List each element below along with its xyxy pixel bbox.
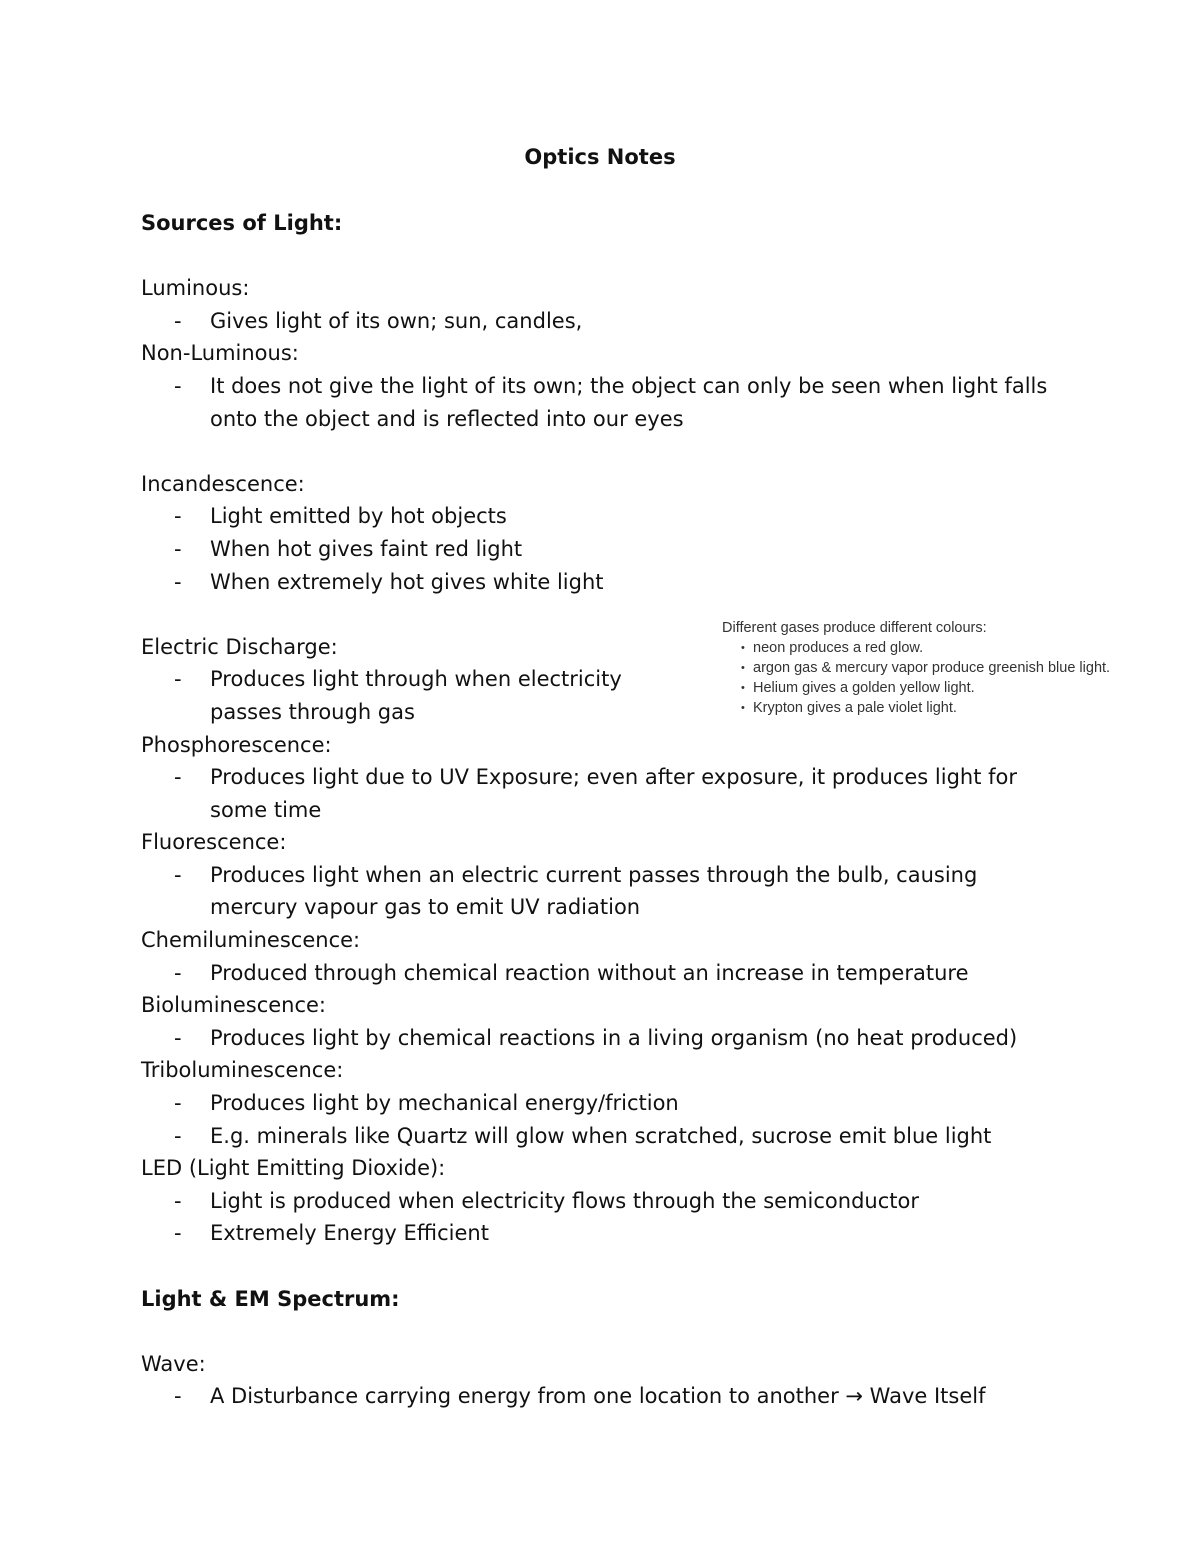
bullet-item: - E.g. minerals like Quartz will glow when scratched, sucrose emit blue light: [141, 1120, 1061, 1153]
gas-colours-note: [722, 618, 1110, 718]
term-bioluminescence: Bioluminescence:: [141, 993, 327, 1018]
bullet-item: - Light is produced when electricity flows through the semiconductor: [141, 1185, 1061, 1218]
bullet-item: - Produces light when an electric current passes through the bulb, causing mercury vapour gas to emit UV radiation: [141, 859, 990, 924]
bullet-item: - It does not give the light of its own; the object can only be seen when light falls onto the object and is reflected into our eyes: [141, 370, 1050, 435]
gas-colour-item: • argon gas & mercury vapor produce greenish blue light.: [722, 658, 1110, 678]
term-incandescence: Incandescence:: [141, 471, 305, 496]
section-heading-sources-of-light: Sources of Light:: [141, 211, 343, 235]
term-fluorescence: Fluorescence:: [141, 830, 287, 855]
term-led: LED (Light Emitting Dioxide):: [141, 1156, 446, 1181]
bullet-list: [141, 1022, 1061, 1055]
term-luminous: Luminous:: [141, 276, 250, 301]
gas-colours-note-heading: Different gases produce different colours:: [722, 620, 987, 636]
bullet-list: [141, 1087, 1061, 1152]
gas-colour-item: • Helium gives a golden yellow light.: [722, 678, 1110, 698]
bullet-list: [141, 500, 1061, 598]
term-electric-discharge: Electric Discharge:: [141, 634, 338, 659]
term-chemiluminescence: Chemiluminescence:: [141, 928, 361, 953]
bullet-item: - Produces light by chemical reactions in a living organism (no heat produced): [141, 1022, 1061, 1055]
document-title: Optics Notes: [524, 145, 676, 169]
gas-colour-item: • Krypton gives a pale violet light.: [722, 698, 1110, 718]
gas-colours-list: [722, 638, 1110, 718]
bullet-item: - Light emitted by hot objects: [141, 500, 1061, 533]
bullet-item: - Extremely Energy Efficient: [141, 1217, 1061, 1250]
section-heading-light-em-spectrum: Light & EM Spectrum:: [141, 1286, 400, 1311]
term-wave: Wave:: [141, 1351, 206, 1376]
document-body: [141, 207, 1061, 1413]
bullet-list: [141, 305, 1061, 338]
bullet-list: [141, 859, 1061, 924]
bullet-item: - A Disturbance carrying energy from one location to another → Wave Itself: [141, 1380, 1061, 1413]
bullet-item: - Gives light of its own; sun, candles,: [141, 305, 1061, 338]
bullet-item: - Produces light through when electricity passes through gas: [141, 663, 700, 728]
bullet-list: [141, 1380, 1061, 1413]
bullet-item: - When extremely hot gives white light: [141, 566, 1061, 599]
term-triboluminescence: Triboluminescence:: [141, 1058, 344, 1083]
bullet-item: - Produces light due to UV Exposure; even after exposure, it produces light for some time: [141, 761, 1020, 826]
term-phosphorescence: Phosphorescence:: [141, 732, 332, 757]
bullet-list: [141, 957, 1061, 990]
bullet-list: [141, 1185, 1061, 1250]
bullet-item: - Produced through chemical reaction without an increase in temperature: [141, 957, 1061, 990]
gas-colour-item: • neon produces a red glow.: [722, 638, 1110, 658]
bullet-list: [141, 761, 1061, 826]
bullet-item: - Produces light by mechanical energy/friction: [141, 1087, 1061, 1120]
bullet-item: - When hot gives faint red light: [141, 533, 1061, 566]
term-non-luminous: Non-Luminous:: [141, 341, 299, 366]
bullet-list: [141, 370, 1061, 435]
